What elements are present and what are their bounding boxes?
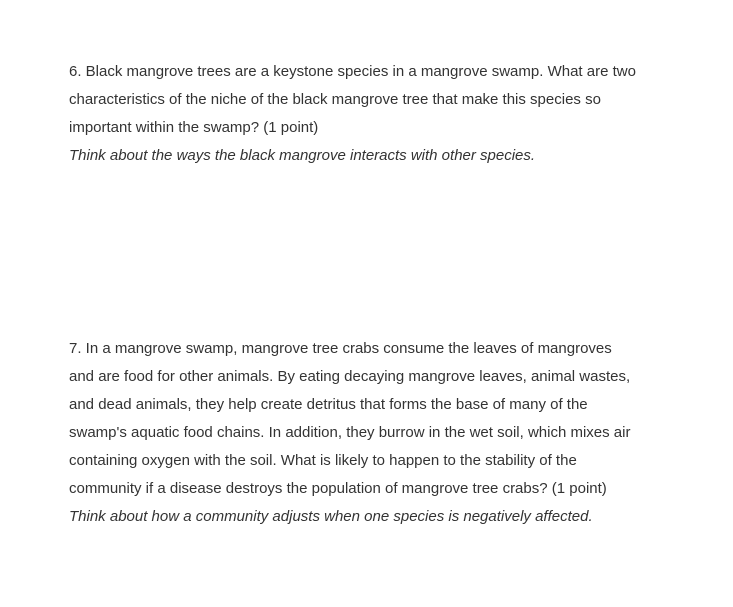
question-7-line-5: containing oxygen with the soil. What is likely to happen to the stability of the xyxy=(69,452,577,469)
question-7-line-2: and are food for other animals. By eating decaying mangrove leaves, animal wastes, xyxy=(69,368,631,385)
question-6-line-2: characteristics of the niche of the black mangrove tree that make this species so xyxy=(69,91,601,108)
question-7-line-6: community if a disease destroys the population of mangrove tree crabs? (1 point) xyxy=(69,480,607,497)
question-7-hint: Think about how a community adjusts when one species is negatively affected. xyxy=(69,508,593,525)
question-7-line-3: and dead animals, they help create detritus that forms the base of many of the xyxy=(69,396,588,413)
question-6-line-3: important within the swamp? (1 point) xyxy=(69,119,319,136)
question-6 xyxy=(69,58,689,170)
question-6-line-1: 6. Black mangrove trees are a keystone species in a mangrove swamp. What are two xyxy=(69,63,636,80)
question-7-line-4: swamp's aquatic food chains. In addition, they burrow in the wet soil, which mixes air xyxy=(69,424,631,441)
question-7-line-1: 7. In a mangrove swamp, mangrove tree crabs consume the leaves of mangroves xyxy=(69,340,612,357)
question-7 xyxy=(69,335,689,531)
question-6-hint: Think about the ways the black mangrove interacts with other species. xyxy=(69,147,536,164)
